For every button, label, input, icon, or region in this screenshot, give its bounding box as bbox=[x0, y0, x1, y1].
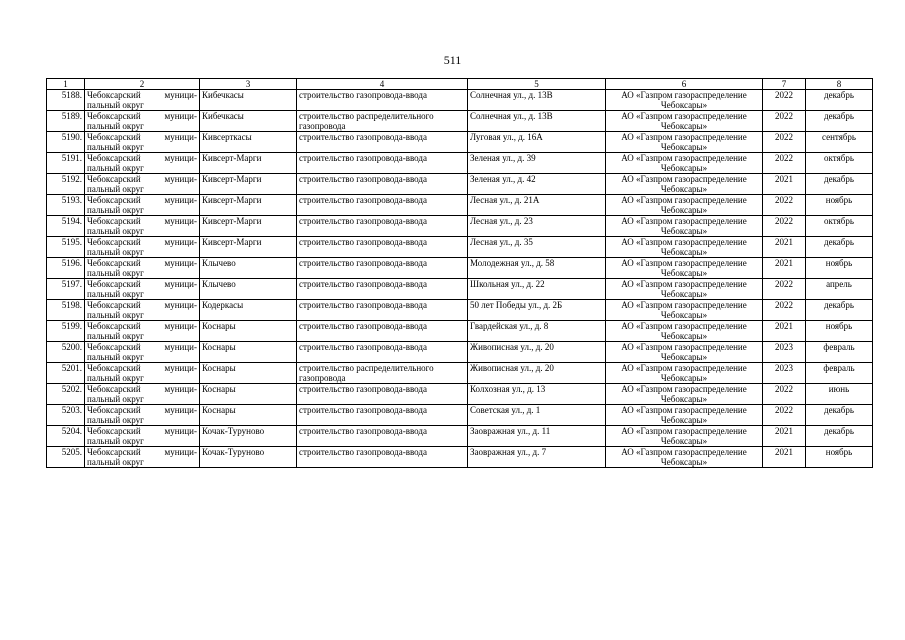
settlement-cell: Клычево bbox=[200, 258, 297, 279]
owner-cell: АО «Газпром газораспределение Чебоксары» bbox=[606, 447, 763, 468]
work-type-cell: строительство газопровода-ввода bbox=[297, 279, 468, 300]
year-cell: 2022 bbox=[763, 384, 806, 405]
district-cell: Чебоксарский муници-пальный округ bbox=[85, 111, 200, 132]
year-cell: 2021 bbox=[763, 237, 806, 258]
column-header: 8 bbox=[806, 79, 873, 90]
settlement-cell: Кочак-Туруново bbox=[200, 426, 297, 447]
year-cell: 2022 bbox=[763, 195, 806, 216]
month-cell: сентябрь bbox=[806, 132, 873, 153]
year-cell: 2022 bbox=[763, 132, 806, 153]
owner-cell: АО «Газпром газораспределение Чебоксары» bbox=[606, 300, 763, 321]
address-cell: Гвардейская ул., д. 8 bbox=[468, 321, 606, 342]
table-row bbox=[47, 258, 873, 279]
work-type-cell: строительство газопровода-ввода bbox=[297, 216, 468, 237]
month-cell: декабрь bbox=[806, 237, 873, 258]
work-type-cell: строительство газопровода-ввода bbox=[297, 132, 468, 153]
work-type-cell: строительство распределительного газопровода bbox=[297, 363, 468, 384]
owner-cell: АО «Газпром газораспределение Чебоксары» bbox=[606, 321, 763, 342]
address-cell: Солнечная ул., д. 13В bbox=[468, 90, 606, 111]
district-cell: Чебоксарский муници-пальный округ bbox=[85, 258, 200, 279]
year-cell: 2022 bbox=[763, 90, 806, 111]
month-cell: февраль bbox=[806, 363, 873, 384]
work-type-cell: строительство газопровода-ввода bbox=[297, 90, 468, 111]
address-cell: Заовражная ул., д. 11 bbox=[468, 426, 606, 447]
column-header: 4 bbox=[297, 79, 468, 90]
row-number: 5203. bbox=[47, 405, 85, 426]
district-cell: Чебоксарский муници-пальный округ bbox=[85, 279, 200, 300]
owner-cell: АО «Газпром газораспределение Чебоксары» bbox=[606, 405, 763, 426]
column-header: 2 bbox=[85, 79, 200, 90]
district-cell: Чебоксарский муници-пальный округ bbox=[85, 153, 200, 174]
table-row bbox=[47, 300, 873, 321]
work-type-cell: строительство газопровода-ввода bbox=[297, 321, 468, 342]
month-cell: декабрь bbox=[806, 405, 873, 426]
owner-cell: АО «Газпром газораспределение Чебоксары» bbox=[606, 426, 763, 447]
table-row bbox=[47, 153, 873, 174]
month-cell: декабрь bbox=[806, 300, 873, 321]
column-header: 3 bbox=[200, 79, 297, 90]
address-cell: Зеленая ул., д. 39 bbox=[468, 153, 606, 174]
district-cell: Чебоксарский муници-пальный округ bbox=[85, 216, 200, 237]
row-number: 5199. bbox=[47, 321, 85, 342]
settlement-cell: Коснары bbox=[200, 363, 297, 384]
work-type-cell: строительство газопровода-ввода bbox=[297, 258, 468, 279]
row-number: 5191. bbox=[47, 153, 85, 174]
work-type-cell: строительство газопровода-ввода bbox=[297, 384, 468, 405]
settlement-cell: Кодеркасы bbox=[200, 300, 297, 321]
table-body bbox=[47, 90, 873, 468]
row-number: 5202. bbox=[47, 384, 85, 405]
row-number: 5196. bbox=[47, 258, 85, 279]
table-row bbox=[47, 216, 873, 237]
owner-cell: АО «Газпром газораспределение Чебоксары» bbox=[606, 111, 763, 132]
address-cell: Школьная ул., д. 22 bbox=[468, 279, 606, 300]
address-cell: Солнечная ул., д. 13В bbox=[468, 111, 606, 132]
year-cell: 2021 bbox=[763, 174, 806, 195]
district-cell: Чебоксарский муници-пальный округ bbox=[85, 405, 200, 426]
owner-cell: АО «Газпром газораспределение Чебоксары» bbox=[606, 237, 763, 258]
year-cell: 2021 bbox=[763, 321, 806, 342]
row-number: 5189. bbox=[47, 111, 85, 132]
table-row bbox=[47, 279, 873, 300]
owner-cell: АО «Газпром газораспределение Чебоксары» bbox=[606, 279, 763, 300]
owner-cell: АО «Газпром газораспределение Чебоксары» bbox=[606, 90, 763, 111]
settlement-cell: Кивсерт-Марги bbox=[200, 195, 297, 216]
month-cell: июнь bbox=[806, 384, 873, 405]
work-type-cell: строительство газопровода-ввода bbox=[297, 195, 468, 216]
month-cell: ноябрь bbox=[806, 195, 873, 216]
page-number: 511 bbox=[443, 53, 462, 67]
row-number: 5200. bbox=[47, 342, 85, 363]
table-row bbox=[47, 195, 873, 216]
month-cell: ноябрь bbox=[806, 258, 873, 279]
work-type-cell: строительство газопровода-ввода bbox=[297, 174, 468, 195]
settlement-cell: Кивсерт-Марги bbox=[200, 174, 297, 195]
address-cell: Лесная ул., д. 23 bbox=[468, 216, 606, 237]
owner-cell: АО «Газпром газораспределение Чебоксары» bbox=[606, 153, 763, 174]
table-row bbox=[47, 342, 873, 363]
district-cell: Чебоксарский муници-пальный округ bbox=[85, 90, 200, 111]
settlement-cell: Кивсерт-Марги bbox=[200, 237, 297, 258]
month-cell: апрель bbox=[806, 279, 873, 300]
address-cell: Живописная ул., д. 20 bbox=[468, 342, 606, 363]
column-number-header-row bbox=[47, 79, 873, 90]
district-cell: Чебоксарский муници-пальный округ bbox=[85, 195, 200, 216]
row-number: 5194. bbox=[47, 216, 85, 237]
year-cell: 2021 bbox=[763, 447, 806, 468]
work-type-cell: строительство газопровода-ввода bbox=[297, 426, 468, 447]
row-number: 5192. bbox=[47, 174, 85, 195]
year-cell: 2022 bbox=[763, 216, 806, 237]
column-header: 1 bbox=[47, 79, 85, 90]
address-cell: 50 лет Победы ул., д. 2Б bbox=[468, 300, 606, 321]
month-cell: декабрь bbox=[806, 90, 873, 111]
table-row bbox=[47, 174, 873, 195]
table-row bbox=[47, 405, 873, 426]
table-row bbox=[47, 447, 873, 468]
district-cell: Чебоксарский муници-пальный округ bbox=[85, 300, 200, 321]
settlement-cell: Кивсерт-Марги bbox=[200, 216, 297, 237]
settlement-cell: Коснары bbox=[200, 384, 297, 405]
settlement-cell: Кибечкасы bbox=[200, 90, 297, 111]
address-cell: Лесная ул., д. 35 bbox=[468, 237, 606, 258]
month-cell: февраль bbox=[806, 342, 873, 363]
table-row bbox=[47, 90, 873, 111]
year-cell: 2021 bbox=[763, 426, 806, 447]
table-row bbox=[47, 321, 873, 342]
row-number: 5193. bbox=[47, 195, 85, 216]
settlement-cell: Кивсерткасы bbox=[200, 132, 297, 153]
month-cell: ноябрь bbox=[806, 321, 873, 342]
row-number: 5197. bbox=[47, 279, 85, 300]
row-number: 5205. bbox=[47, 447, 85, 468]
district-cell: Чебоксарский муници-пальный округ bbox=[85, 237, 200, 258]
district-cell: Чебоксарский муници-пальный округ bbox=[85, 174, 200, 195]
settlement-cell: Кибечкасы bbox=[200, 111, 297, 132]
table-row bbox=[47, 237, 873, 258]
work-type-cell: строительство газопровода-ввода bbox=[297, 447, 468, 468]
settlement-cell: Коснары bbox=[200, 405, 297, 426]
address-cell: Луговая ул., д. 16А bbox=[468, 132, 606, 153]
work-type-cell: строительство газопровода-ввода bbox=[297, 405, 468, 426]
address-cell: Колхозная ул., д. 13 bbox=[468, 384, 606, 405]
month-cell: декабрь bbox=[806, 426, 873, 447]
address-cell: Молодежная ул., д. 58 bbox=[468, 258, 606, 279]
owner-cell: АО «Газпром газораспределение Чебоксары» bbox=[606, 132, 763, 153]
address-cell: Лесная ул., д. 21А bbox=[468, 195, 606, 216]
settlement-cell: Кочак-Туруново bbox=[200, 447, 297, 468]
month-cell: октябрь bbox=[806, 216, 873, 237]
work-type-cell: строительство газопровода-ввода bbox=[297, 153, 468, 174]
district-cell: Чебоксарский муници-пальный округ bbox=[85, 132, 200, 153]
district-cell: Чебоксарский муници-пальный округ bbox=[85, 363, 200, 384]
row-number: 5188. bbox=[47, 90, 85, 111]
year-cell: 2023 bbox=[763, 342, 806, 363]
address-cell: Живописная ул., д. 20 bbox=[468, 363, 606, 384]
owner-cell: АО «Газпром газораспределение Чебоксары» bbox=[606, 174, 763, 195]
work-type-cell: строительство газопровода-ввода bbox=[297, 237, 468, 258]
row-number: 5198. bbox=[47, 300, 85, 321]
gas-pipeline-table bbox=[46, 78, 873, 468]
month-cell: октябрь bbox=[806, 153, 873, 174]
owner-cell: АО «Газпром газораспределение Чебоксары» bbox=[606, 258, 763, 279]
year-cell: 2022 bbox=[763, 153, 806, 174]
row-number: 5195. bbox=[47, 237, 85, 258]
column-header: 6 bbox=[606, 79, 763, 90]
year-cell: 2023 bbox=[763, 363, 806, 384]
row-number: 5201. bbox=[47, 363, 85, 384]
owner-cell: АО «Газпром газораспределение Чебоксары» bbox=[606, 384, 763, 405]
month-cell: декабрь bbox=[806, 174, 873, 195]
district-cell: Чебоксарский муници-пальный округ bbox=[85, 426, 200, 447]
owner-cell: АО «Газпром газораспределение Чебоксары» bbox=[606, 342, 763, 363]
owner-cell: АО «Газпром газораспределение Чебоксары» bbox=[606, 195, 763, 216]
owner-cell: АО «Газпром газораспределение Чебоксары» bbox=[606, 363, 763, 384]
table-row bbox=[47, 363, 873, 384]
year-cell: 2021 bbox=[763, 258, 806, 279]
district-cell: Чебоксарский муници-пальный округ bbox=[85, 321, 200, 342]
settlement-cell: Клычево bbox=[200, 279, 297, 300]
year-cell: 2022 bbox=[763, 300, 806, 321]
district-cell: Чебоксарский муници-пальный округ bbox=[85, 384, 200, 405]
table-row bbox=[47, 426, 873, 447]
year-cell: 2022 bbox=[763, 279, 806, 300]
year-cell: 2022 bbox=[763, 111, 806, 132]
address-cell: Советская ул., д. 1 bbox=[468, 405, 606, 426]
work-type-cell: строительство газопровода-ввода bbox=[297, 342, 468, 363]
table-row bbox=[47, 132, 873, 153]
work-type-cell: строительство газопровода-ввода bbox=[297, 300, 468, 321]
row-number: 5190. bbox=[47, 132, 85, 153]
settlement-cell: Коснары bbox=[200, 342, 297, 363]
settlement-cell: Кивсерт-Марги bbox=[200, 153, 297, 174]
table-row bbox=[47, 384, 873, 405]
settlement-cell: Коснары bbox=[200, 321, 297, 342]
row-number: 5204. bbox=[47, 426, 85, 447]
district-cell: Чебоксарский муници-пальный округ bbox=[85, 342, 200, 363]
column-header: 7 bbox=[763, 79, 806, 90]
month-cell: декабрь bbox=[806, 111, 873, 132]
work-type-cell: строительство распределительного газопровода bbox=[297, 111, 468, 132]
district-cell: Чебоксарский муници-пальный округ bbox=[85, 447, 200, 468]
month-cell: ноябрь bbox=[806, 447, 873, 468]
address-cell: Зеленая ул., д. 42 bbox=[468, 174, 606, 195]
owner-cell: АО «Газпром газораспределение Чебоксары» bbox=[606, 216, 763, 237]
table-row bbox=[47, 111, 873, 132]
column-header: 5 bbox=[468, 79, 606, 90]
year-cell: 2022 bbox=[763, 405, 806, 426]
address-cell: Заовражная ул., д. 7 bbox=[468, 447, 606, 468]
